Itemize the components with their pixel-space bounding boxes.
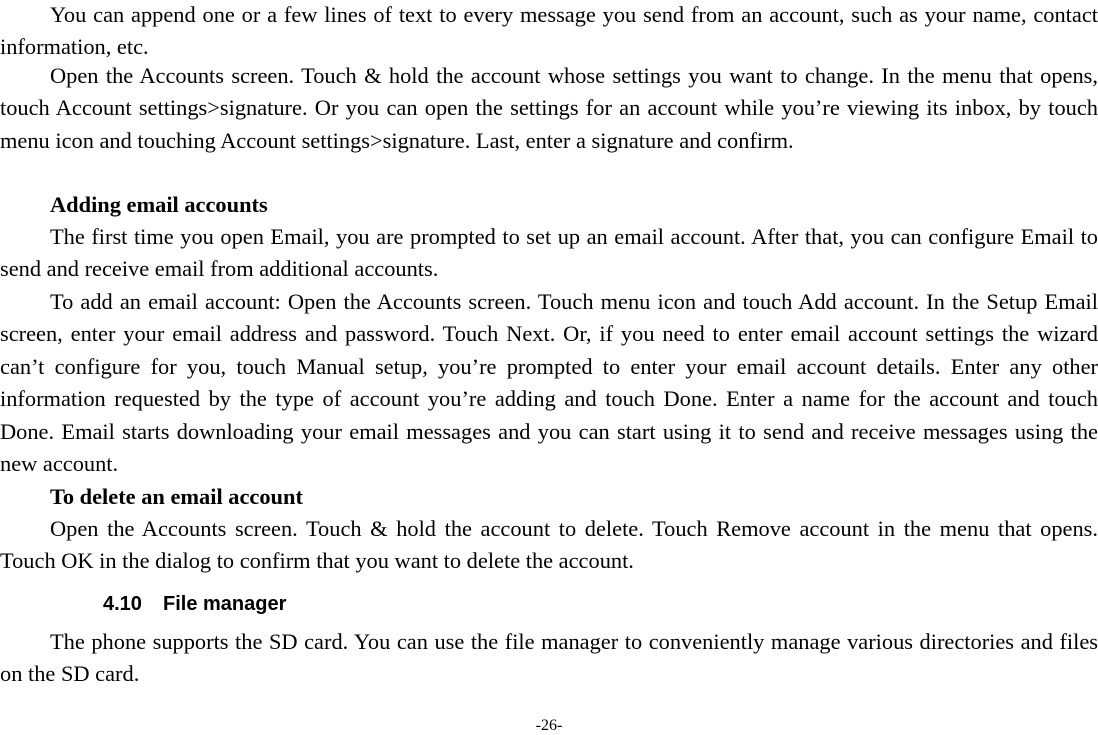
delete-account-heading: To delete an email account	[50, 484, 303, 509]
signature-intro-paragraph: You can append one or a few lines of text to every message you send from an account, such as your name, contact information, etc.	[0, 2, 1098, 60]
adding-first-time-paragraph: The first time you open Email, you are prompted to set up an email account. After that, you can configure Email to send and receive email from additional accounts.	[0, 224, 1098, 282]
section-number: 4.10	[103, 593, 142, 615]
section-title: File manager	[163, 593, 287, 615]
delete-steps-paragraph: Open the Accounts screen. Touch & hold the account to delete. Touch Remove account in the menu that opens. Touch OK in the dialog to confirm that you want to delete the account.	[0, 516, 1098, 574]
signature-steps-paragraph: Open the Accounts screen. Touch & hold the account whose settings you want to change. In the menu that opens, touch Account settings>signature. Or you can open the settings for an account while you’re viewing its inbox, by touch menu icon and touching Account settings>signature. Last, enter a signature and confirm.	[0, 63, 1098, 153]
page-number: -26-	[535, 717, 563, 734]
file-manager-intro-paragraph: The phone supports the SD card. You can use the file manager to conveniently manage various directories and files on the SD card.	[0, 629, 1098, 687]
adding-accounts-heading: Adding email accounts	[50, 192, 268, 217]
section-heading-file-manager	[103, 590, 286, 618]
adding-steps-paragraph: To add an email account: Open the Accounts screen. Touch menu icon and touch Add account. In the Setup Email screen, enter your email address and password. Touch Next. Or, if you need to enter email account settings the wizard can’t configure for you, touch Manual setup, you’re prompted to enter your email account details. Enter any other information requested by the type of account you’re adding and touch Done. Enter a name for the account and touch Done. Email starts downloading your email messages and you can start using it to send and receive messages using the new account.	[0, 289, 1098, 477]
